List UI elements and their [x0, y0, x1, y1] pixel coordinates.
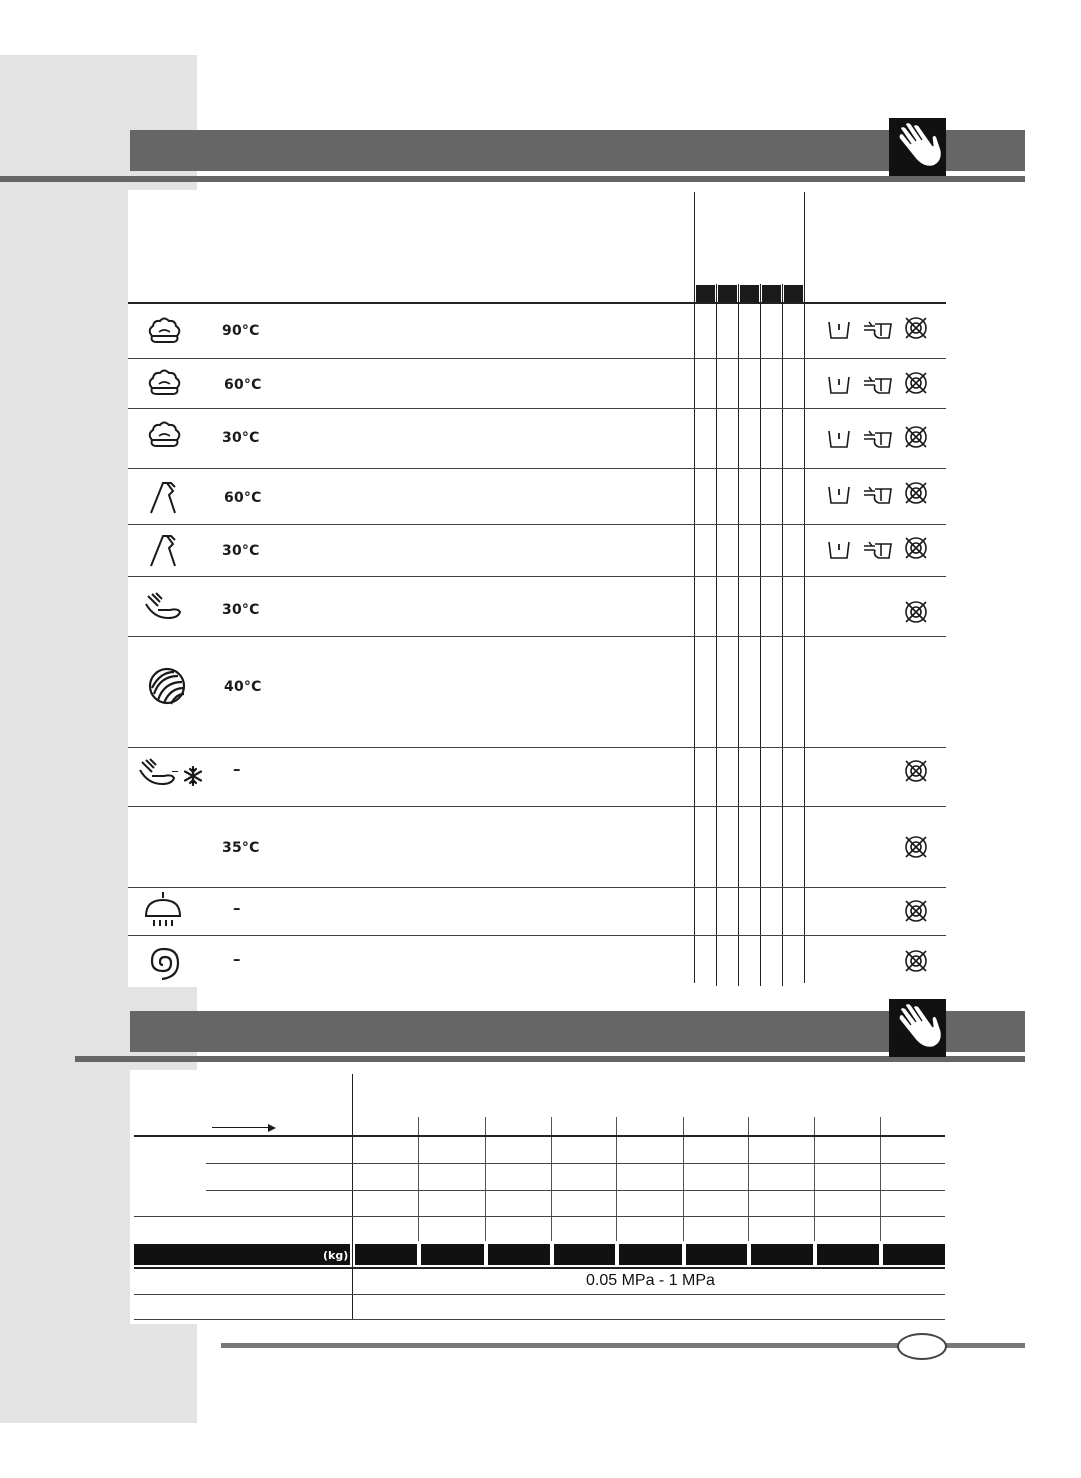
kg-cell	[421, 1244, 484, 1265]
no-spin-icon	[903, 599, 929, 625]
header-rule	[75, 1056, 1025, 1062]
kg-cell	[355, 1244, 417, 1265]
compartment-marker	[696, 285, 715, 302]
no-spin-icon	[903, 370, 929, 396]
col-rule	[782, 284, 783, 986]
col-rule	[804, 192, 805, 983]
program-temperature: –	[233, 899, 241, 917]
kg-cell	[619, 1244, 682, 1265]
row-rule	[128, 636, 946, 637]
program-temperature: 40°C	[224, 679, 262, 695]
hand-wash-icon	[140, 588, 186, 628]
no-spin-icon	[903, 834, 929, 860]
prewash-icon	[826, 536, 852, 562]
no-spin-icon	[903, 758, 929, 784]
row-rule	[206, 1190, 945, 1191]
kg-label: (kg)	[323, 1249, 349, 1262]
no-spin-icon	[903, 898, 929, 924]
row-rule	[128, 887, 946, 888]
rinse-icon	[140, 890, 186, 930]
col-rule	[352, 1074, 353, 1320]
spec-table	[130, 1070, 946, 1324]
row-rule	[134, 1267, 945, 1269]
kg-cell	[817, 1244, 879, 1265]
col-rule	[716, 284, 717, 986]
row-rule	[128, 576, 946, 577]
header-rule	[0, 176, 1025, 182]
prewash-icon	[826, 371, 852, 397]
compartment-marker	[784, 285, 803, 302]
cotton-icon	[141, 364, 187, 404]
row-rule	[134, 1294, 945, 1295]
compartment-marker	[740, 285, 759, 302]
no-spin-icon	[903, 315, 929, 341]
compartment-marker	[762, 285, 781, 302]
row-rule	[206, 1163, 945, 1164]
program-temperature: 30°C	[222, 543, 260, 559]
compartment-marker	[718, 285, 737, 302]
spin-icon	[140, 943, 186, 983]
kg-cell	[751, 1244, 813, 1265]
row-rule	[134, 1216, 945, 1217]
kg-cell	[883, 1244, 945, 1265]
col-rule	[760, 284, 761, 986]
dash-separator	[172, 771, 178, 772]
program-temperature: 60°C	[224, 490, 262, 506]
kg-cell	[488, 1244, 550, 1265]
program-temperature: –	[233, 950, 241, 968]
no-spin-icon	[903, 948, 929, 974]
synthetic-icon	[141, 530, 187, 570]
easy-iron-icon	[861, 316, 893, 342]
row-rule	[128, 358, 946, 359]
no-spin-icon	[903, 424, 929, 450]
col-rule	[694, 192, 695, 983]
no-spin-icon	[903, 480, 929, 506]
row-rule	[128, 468, 946, 469]
arrow-line	[212, 1127, 270, 1128]
row-rule	[128, 806, 946, 807]
prewash-icon	[826, 425, 852, 451]
arrow-icon	[268, 1124, 276, 1132]
easy-iron-icon	[861, 371, 893, 397]
row-rule	[128, 935, 946, 936]
no-spin-icon	[903, 535, 929, 561]
row-rule	[128, 524, 946, 525]
easy-iron-icon	[861, 536, 893, 562]
program-table	[128, 190, 946, 987]
hand-icon	[889, 118, 946, 176]
cotton-icon	[141, 312, 187, 352]
snowflake-icon	[183, 766, 203, 786]
program-temperature: 30°C	[222, 602, 260, 618]
program-temperature: 60°C	[224, 377, 262, 393]
kg-cell	[554, 1244, 615, 1265]
easy-iron-icon	[861, 425, 893, 451]
wool-icon	[144, 666, 190, 706]
row-rule	[128, 408, 946, 409]
hand-icon	[889, 999, 946, 1057]
water-pressure-value: 0.05 MPa - 1 MPa	[586, 1272, 715, 1289]
col-rule	[738, 284, 739, 986]
prewash-icon	[826, 481, 852, 507]
easy-iron-icon	[861, 481, 893, 507]
page-number-oval	[897, 1333, 947, 1360]
table-header-rule	[134, 1135, 945, 1137]
kg-cell	[686, 1244, 747, 1265]
prewash-icon	[826, 316, 852, 342]
program-temperature: 35°C	[222, 840, 260, 856]
cotton-icon	[141, 416, 187, 456]
hand-wash-icon	[134, 754, 180, 794]
kg-bar	[134, 1244, 350, 1265]
row-rule	[134, 1319, 945, 1320]
program-temperature: 30°C	[222, 430, 260, 446]
synthetic-icon	[141, 477, 187, 517]
row-rule	[128, 747, 946, 748]
table-header-rule	[128, 302, 946, 304]
program-temperature: –	[233, 760, 241, 778]
program-temperature: 90°C	[222, 323, 260, 339]
